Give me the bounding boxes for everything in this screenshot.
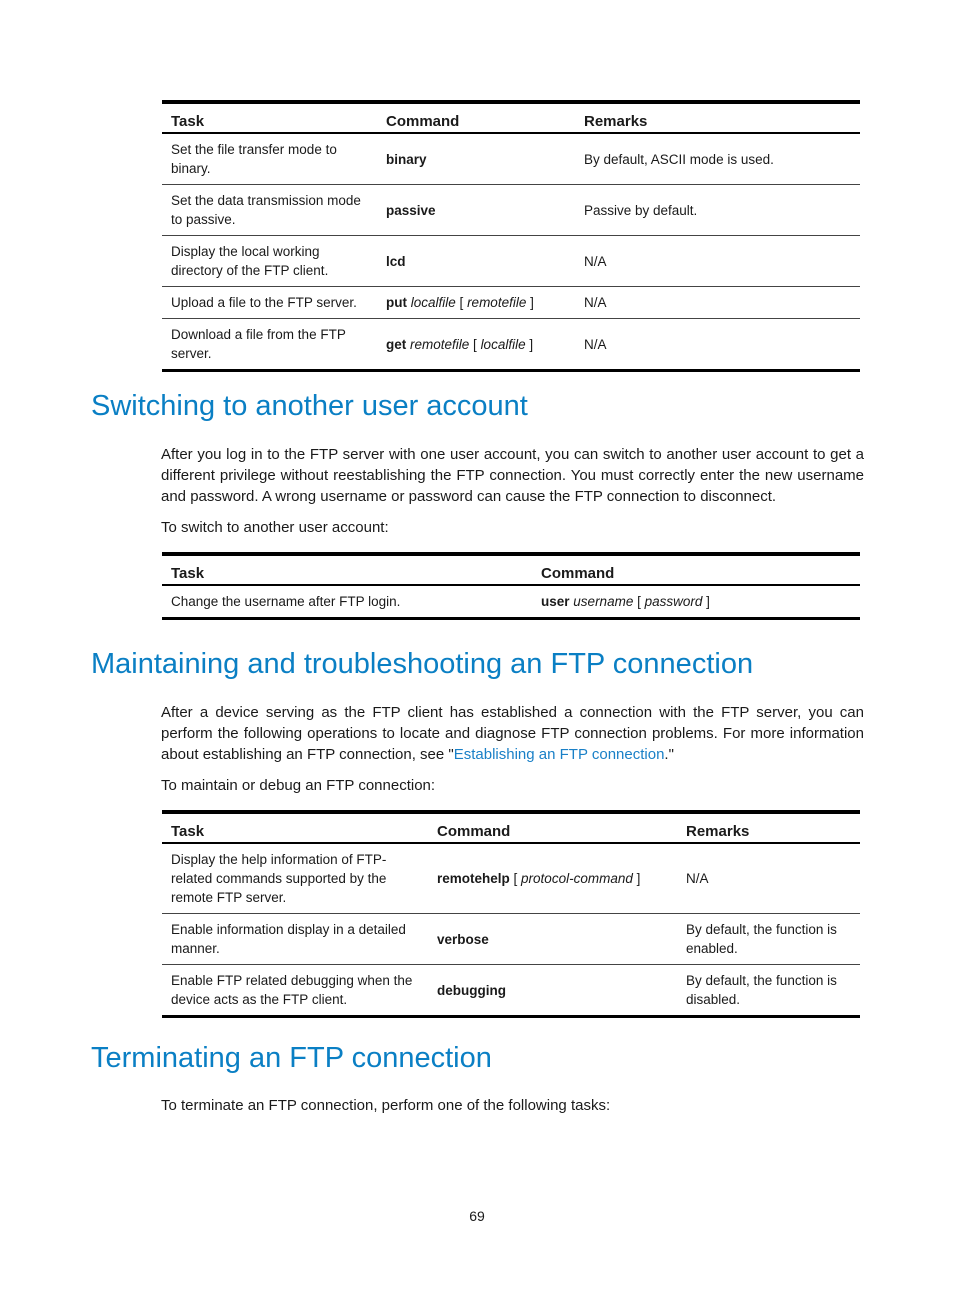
remarks-cell: N/A: [677, 843, 860, 914]
table-header-row: [162, 102, 860, 133]
optional-bracket-open: [: [509, 871, 522, 886]
command-keyword: user: [541, 594, 570, 609]
command-argument: protocol-command: [521, 871, 633, 886]
task-cell: Enable information display in a detailed manner.: [162, 914, 428, 965]
table-row: [162, 287, 860, 319]
command-argument: remotefile: [467, 295, 527, 310]
remarks-cell: By default, ASCII mode is used.: [575, 133, 860, 185]
table-row: [162, 585, 860, 619]
task-cell: Download a file from the FTP server.: [162, 319, 377, 371]
remarks-cell: N/A: [575, 319, 860, 371]
switching-paragraph: After you log in to the FTP server with one user account, you can switch to another user account to get a different privilege without reestablishing the FTP connection. You must correctly enter the new username and password. A wrong username or password can cause the FTP connection to disconnect.: [161, 446, 864, 505]
table-row: [162, 914, 860, 965]
task-cell: Upload a file to the FTP server.: [162, 287, 377, 319]
switch-user-table: [162, 552, 860, 620]
terminating-intro: To terminate an FTP connection, perform one of the following tasks:: [161, 1097, 611, 1114]
command-cell: [428, 914, 677, 965]
optional-bracket-close: ]: [525, 336, 534, 352]
command-keyword: passive: [386, 202, 436, 218]
table-header-row: [162, 554, 860, 585]
task-cell: Display the local working directory of the FTP client.: [162, 236, 377, 287]
remarks-cell: By default, the function is disabled.: [677, 965, 860, 1017]
command-cell: [377, 236, 575, 287]
section-heading-maintaining: Maintaining and troubleshooting an FTP connection: [91, 648, 754, 680]
remarks-cell: N/A: [575, 287, 860, 319]
remarks-cell: Passive by default.: [575, 185, 860, 236]
col-header-command: Command: [428, 812, 677, 843]
table-row: [162, 319, 860, 371]
command-cell: [377, 185, 575, 236]
col-header-command: Command: [377, 102, 575, 133]
command-keyword: lcd: [386, 253, 406, 269]
optional-bracket-open: [: [633, 594, 645, 609]
table-row: [162, 236, 860, 287]
col-header-task: Task: [162, 812, 428, 843]
table-row: [162, 133, 860, 185]
col-header-task: Task: [162, 554, 532, 585]
task-cell: Set the data transmission mode to passive.: [162, 185, 377, 236]
command-cell: [428, 965, 677, 1017]
optional-bracket-open: [: [455, 295, 468, 310]
command-argument: password: [644, 594, 703, 609]
task-cell: Enable FTP related debugging when the device acts as the FTP client.: [162, 965, 428, 1017]
col-header-remarks: Remarks: [575, 102, 860, 133]
maintaining-intro: To maintain or debug an FTP connection:: [161, 777, 436, 794]
paragraph-text: After a device serving as the FTP client has established a connection with the FTP server, you can perform the following operations to locate and diagnose FTP connection problems. For more information about establishing an FTP connection, see ": [161, 704, 864, 763]
col-header-remarks: Remarks: [677, 812, 860, 843]
col-header-task: Task: [162, 102, 377, 133]
command-keyword: put: [386, 295, 407, 310]
command-keyword: get: [386, 336, 407, 352]
optional-bracket-close: ]: [526, 295, 534, 310]
paragraph-text: .": [664, 746, 674, 763]
page-number: 69: [469, 1208, 485, 1224]
maintain-debug-table: [162, 810, 860, 1018]
maintaining-paragraph: [161, 702, 864, 765]
command-argument: username: [573, 594, 634, 609]
table-row: [162, 965, 860, 1017]
section-heading-switching: Switching to another user account: [91, 390, 528, 422]
table-row: [162, 843, 860, 914]
command-keyword: remotehelp: [437, 871, 510, 886]
command-keyword: binary: [386, 151, 427, 167]
task-cell: Display the help information of FTP-related commands supported by the remote FTP server.: [162, 843, 428, 914]
command-keyword: debugging: [437, 982, 506, 998]
optional-bracket-close: ]: [632, 871, 641, 886]
switching-intro: To switch to another user account:: [161, 519, 389, 536]
col-header-command: Command: [532, 554, 860, 585]
task-cell: Change the username after FTP login.: [162, 585, 532, 619]
command-argument: localfile: [480, 336, 526, 352]
optional-bracket-open: [: [469, 336, 481, 352]
command-keyword: verbose: [437, 931, 489, 947]
section-heading-terminating: Terminating an FTP connection: [91, 1042, 492, 1074]
establishing-ftp-connection-link[interactable]: Establishing an FTP connection: [453, 746, 665, 763]
command-cell: [532, 585, 860, 619]
ftp-operations-table: [162, 100, 860, 372]
task-cell: Set the file transfer mode to binary.: [162, 133, 377, 185]
command-cell: [377, 319, 575, 371]
table-header-row: [162, 812, 860, 843]
command-cell: [428, 843, 677, 914]
table-row: [162, 185, 860, 236]
command-argument: localfile: [410, 295, 456, 310]
command-cell: [377, 133, 575, 185]
remarks-cell: N/A: [575, 236, 860, 287]
command-cell: [377, 287, 575, 319]
optional-bracket-close: ]: [702, 594, 710, 609]
command-argument: remotefile: [410, 336, 470, 352]
remarks-cell: By default, the function is enabled.: [677, 914, 860, 965]
